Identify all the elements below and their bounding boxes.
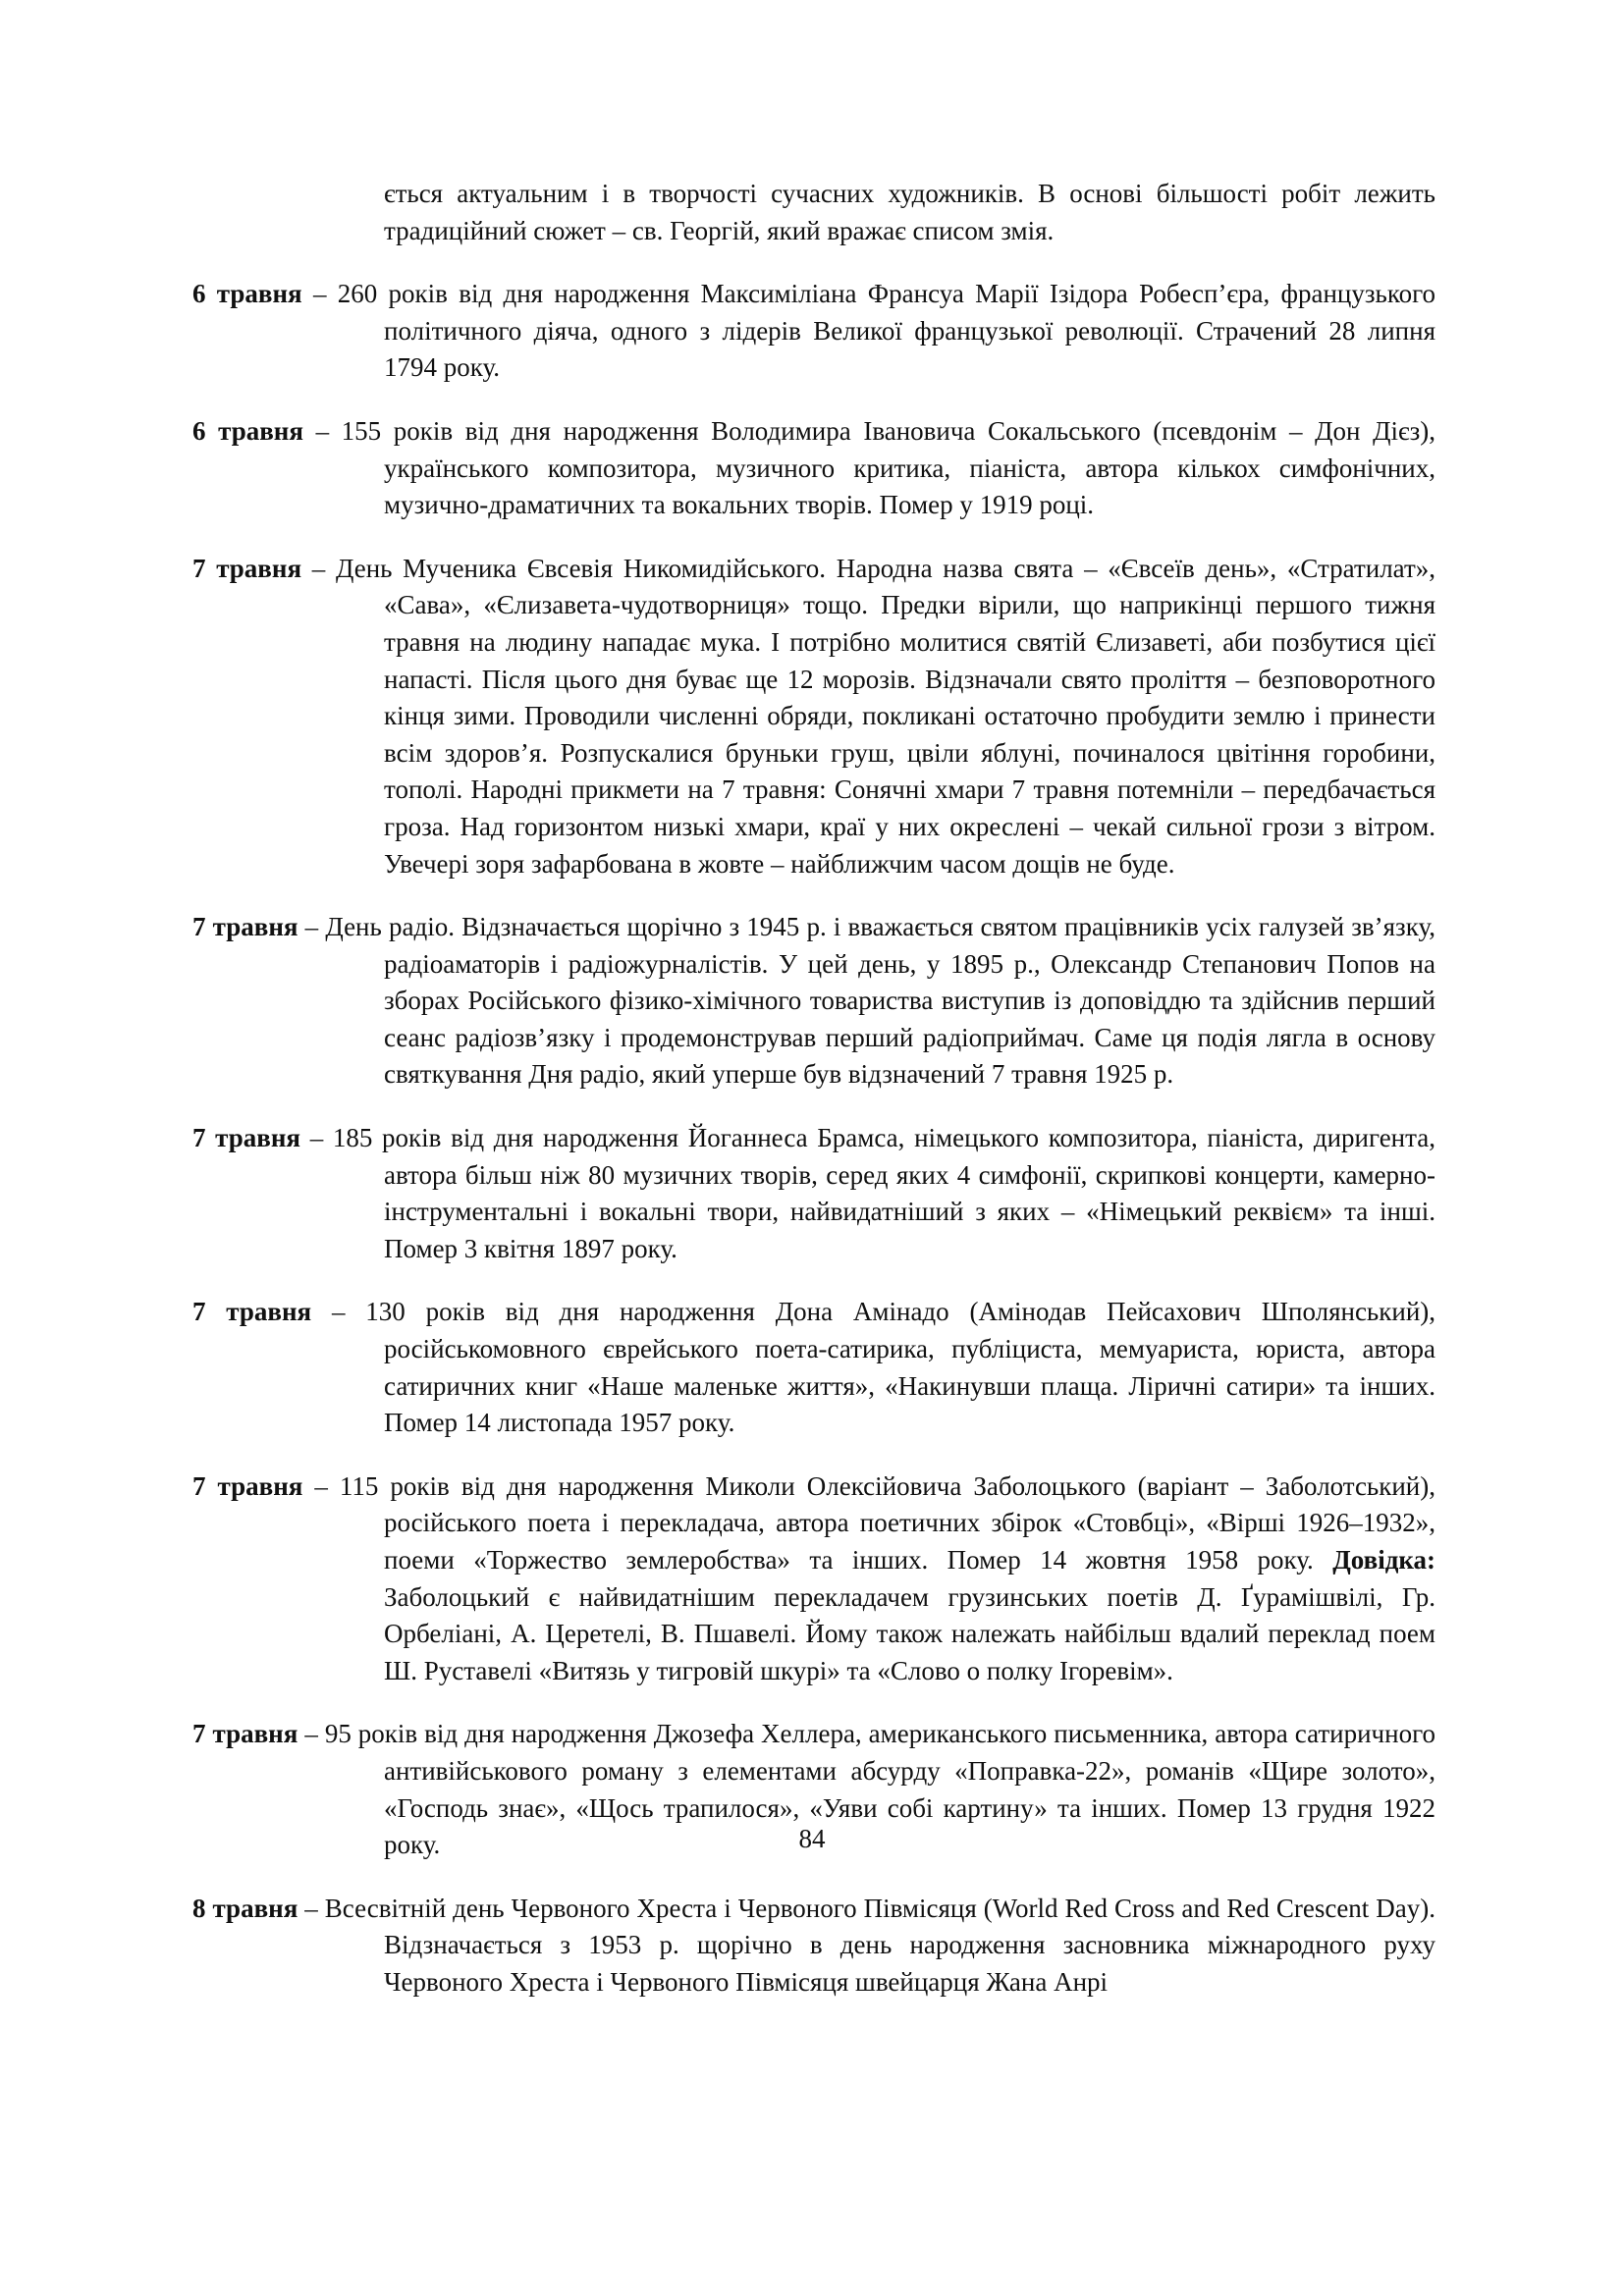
entry-date: 6 травня xyxy=(192,415,303,446)
entry-text: – День Мученика Євсевія Никомидійського. Народна назва свята – «Євсеїв день», «Стратилат», «Сава», «Єлизавета-чудотворниця» тощо. Предки вірили, що наприкінці першого тижня травня на людину нападає мука. І потрібно молитися святій Єлизаветі, аби позбутися цієї напасті. Після цього дня буває ще 12 морозів. Відзначали свято проліття – безповоротного кінця зими. Проводили численні обряди, покликані остаточно пробудити землю і принести всім здоров’я. Розпускалися бруньки груш, цвіли яблуні, починалося цвітіння горобини, тополі. Народні прикмети на 7 травня: Сонячні хмари 7 травня потемніли – передбачається гроза. Над горизонтом низькі хмари, краї у них окреслені – чекай сильної грози з вітром. Увечері зоря зафарбована в жовте – найближчим часом дощів не буде. xyxy=(301,553,1435,879)
entry-text: – Всесвітній день Червоного Хреста і Червоного Півмісяця (World Red Cross and Red Crescent Day). Відзначається з 1953 р. щорічно в день народження засновника міжнародного руху Червоного Хреста і Червоного Півмісяця швейцарця Жана Анрі xyxy=(298,1893,1435,1997)
calendar-entry xyxy=(192,909,1435,1094)
calendar-entry xyxy=(192,413,1435,524)
entry-date: 7 травня xyxy=(192,1719,298,1749)
calendar-entry xyxy=(192,1120,1435,1267)
calendar-entry xyxy=(192,1468,1435,1690)
entry-text: – 130 років від дня народження Дона Амінадо (Амінодав Пейсахович Шполянський), російськомовного єврейського поета-сатирика, публіциста, мемуариста, юриста, автора сатиричних книг «Наше маленьке життя», «Накинувши плаща. Ліричні сатири» та інших. Помер 14 листопада 1957 року. xyxy=(311,1297,1436,1438)
entry-date: 7 травня xyxy=(192,1123,301,1153)
page-body xyxy=(192,149,1435,2011)
entry-text: – 260 років від дня народження Максиміліана Франсуа Марії Ізідора Робесп’єра, французького політичного діяча, одного з лідерів Великої французької революції. Страчений 28 липня 1794 року. xyxy=(301,279,1436,383)
entry-text-continued: Заболоцький є найвидатнішим перекладачем грузинських поетів Д. Ґурамішвілі, Гр. Орбеліані, А. Церетелі, В. Пшавелі. Йому також належать найбільш вдалий переклад поем Ш. Руставелі «Витязь у тигровій шкурі» та «Слово о полку Ігоревім». xyxy=(384,1581,1435,1685)
entry-date: 7 травня xyxy=(192,912,298,942)
entry-date: 6 травня xyxy=(192,279,302,309)
calendar-entry xyxy=(192,1294,1435,1441)
entry-date: 7 травня xyxy=(192,553,302,583)
reference-term: Довідка: xyxy=(1332,1545,1435,1575)
calendar-entry xyxy=(192,1891,1435,2002)
entry-text: – День радіо. Відзначається щорічно з 1945 р. і вважається святом працівників усіх галузей зв’язку, радіоаматорів і радіожурналістів. У цей день, у 1895 р., Олександр Степанович Попов на зборах Російського фізико-хімічного товариства виступив із доповіддю та здійснив перший сеанс радіозв’язку і продемонстрував перший радіоприймач. Саме ця подія лягла в основу святкування Дня радіо, який уперше був відзначений 7 травня 1925 р. xyxy=(298,912,1435,1090)
page-number: 84 xyxy=(798,1824,826,1853)
entry-date: 7 травня xyxy=(192,1470,303,1501)
continuation-paragraph: ється актуальним і в творчості сучасних художників. В основі більшості робіт лежить традиційний сюжет – св. Георгій, який вражає списом змія. xyxy=(384,179,1435,245)
entry-date: 7 травня xyxy=(192,1297,312,1327)
calendar-entry xyxy=(192,551,1435,882)
entry-text: – 185 років від дня народження Йоганнеса Брамса, німецького композитора, піаніста, диригента, автора більш ніж 80 музичних творів, серед яких 4 симфонії, скрипкові концерти, камерно-інструментальні і вокальні твори, найвидатніший з яких – «Німецький реквієм» та інші. Помер 3 квітня 1897 року. xyxy=(300,1123,1435,1263)
calendar-entry xyxy=(192,276,1435,387)
entry-text: – 115 років від дня народження Миколи Олексійовича Заболоцького (варіант – Заболотський), російського поета і перекладача, автора поетичних збірок «Стовбці», «Вірші 1926–1932», поеми «Торжество землеробства» та інших. Помер 14 жовтня 1958 року. xyxy=(302,1470,1435,1575)
entry-text: – 95 років від дня народження Джозефа Хеллера, американського письменника, автора сатиричного антивійськового роману з елементами абсурду «Поправка-22», романів «Щире золото», «Господь знає», «Щось трапилося», «Уяви собі картину» та інших. Помер 13 грудня 1922 року. xyxy=(298,1719,1435,1860)
entry-date: 8 травня xyxy=(192,1893,298,1923)
entry-text: – 155 років від дня народження Володимира Івановича Сокальського (псевдонім – Дон Дієз), українського композитора, музичного критика, піаніста, автора кількох симфонічних, музично-драматичних та вокальних творів. Помер у 1919 році. xyxy=(302,415,1435,520)
